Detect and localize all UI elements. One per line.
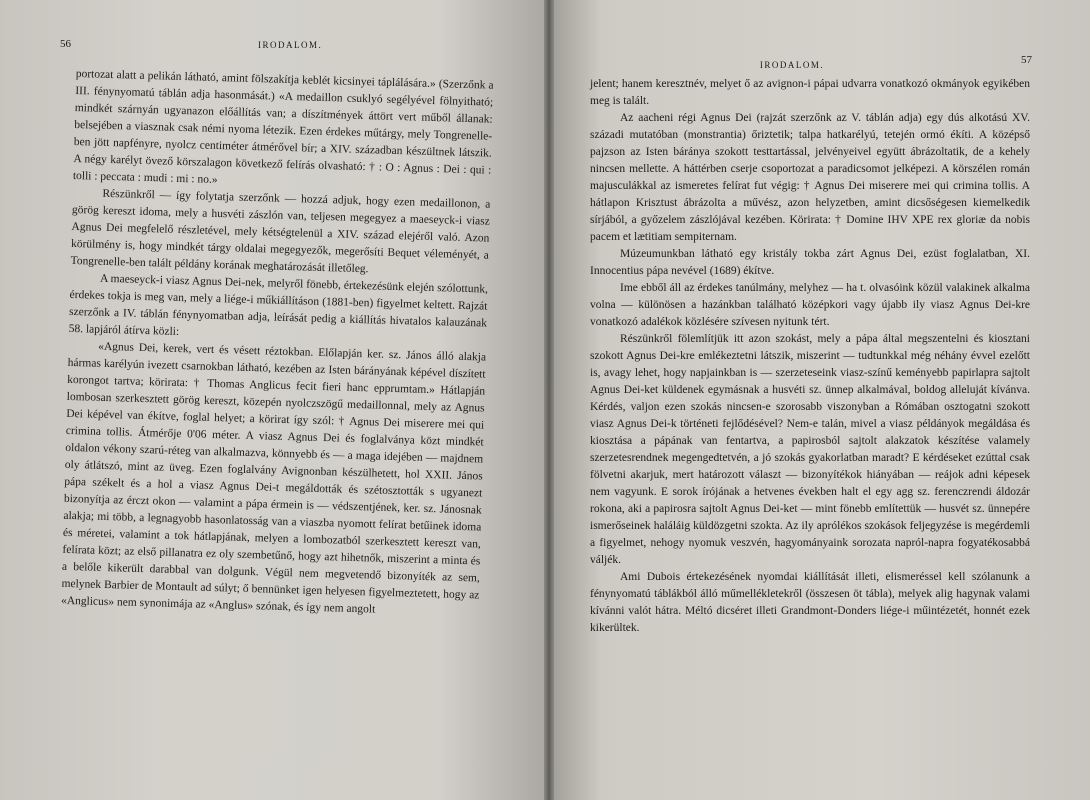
- right-paragraph-1: jelent; hanem keresztnév, melyet ő az avignon-i pápai udvarra vonatkozó okmányok egyikében meg is talált.: [590, 78, 1030, 107]
- right-page-body: [590, 76, 1030, 637]
- left-running-head: IRODALOM.: [258, 40, 323, 50]
- right-paragraph-2: Az aacheni régi Agnus Dei (rajzát szerzőnk az V. táblán adja) egy dús alkotású XV. századi mutatóban (monstrantia) őriztetik; talpa hatkarélyú, tetején ormó ékíti. A középső pajzson az Isten báránya szokott testtartással, jelvényeivel együtt ábrázoltatik, de a kehely nincsen mellette. A háttérben cserje csoportozat a paradicsomot jelképezi. A körszélen román majusculákkal az ismeretes felírat fut végig: † Agnus Dei miserere mei qui crimina tollis. A hátlapon Krisztust ábrázolta a művész, azon helyzetben, amint dicsőségesen kiemelkedik sírjából, a győzelem zászlójával kezében. Körirata: † Domine IHV XPE rex gloriæ da nobis pacem et lætitiam sempiternam.: [590, 112, 1030, 243]
- left-paragraph-2: Részünkről — így folytatja szerzőnk — hozzá adjuk, hogy ezen medaillonon, a görög kereszt idoma, mely a husvéti zászlón van, teljesen megegyez a maeseyck-i viasz Agnus Dei megfelelő részletével, mely kétségtelenül a XIV. század elejéről való. Azon körülmény is, hogy mindkét tárgy oldalai megegyezők, megerősíti Bequet véleményét, a Tongrenelle-ben talált példány korának meghatározását illetőleg.: [70, 187, 491, 276]
- right-paragraph-5: Részünkről fölemlítjük itt azon szokást, mely a pápa által megszentelni és kiosztani szokott Agnus Dei-kre emlékeztetni látszik, miszerint — tudtunkkal még néhány évvel ezelőtt is, avagy lehet, hogy napjainkban is — szerzeteseink viasz-színű keményebb papirlapra sajtolt Agnus Dei-ket küldenek egymásnak a husvéti sz. ünnep alkalmával, boldog alleluját kívánva. Kérdés, valjon ezen szokás nincsen-e szorosabb viszonyban a Rómában osztogatni szokott viasz Agnus Dei-k történeti fejlődésével? Nem-e talán, mivel a viasz példányok megáldása és kiosztása a pápának van fentartva, a papirosból sajtolt alakzatok készítése valamely szerzetesrendnek megengedtetvén, a jó szokás gyakorlatban maradt? E kérdéseket ezúttal csak fölvetni akarjuk, mert határozott választ — bizonyítékok hiányában — reájok adni képesek nem vagyunk. E sorok írójának a hetvenes években halt el egy agg sz. ferenczrendi áldozár rokona, aki a papirosra sajtolt Agnus Dei-ket — mint fönebb említettük — husvét sz. ünnepére ismerőseinek haláláig küldözgetni szokta. Az ily aprólékos szokások feljegyzése is megérdemli a figyelmet, nehogy nyomuk veszvén, hagyományaink sorozata napról-napra fogyatékosabbá váljék.: [590, 333, 1030, 566]
- right-paragraph-6: Ami Dubois értekezésének nyomdai kiállítását illeti, elismeréssel kell szólanunk a fénynyomatú táblákból álló műmellékletekről (összesen öt tábla), melyek alig hagynak valami kívánni valót hátra. Méltó dicséret illeti Grandmont-Donders liége-i műintézetét, honnét ezek kikerültek.: [590, 571, 1030, 634]
- left-paragraph-1: portozat alatt a pelikán látható, amint fölszakítja keblét kicsinyei táplálására.» (Szerzőnk a III. fénynyomatú táblán adja hasonmását.) «A medaillon csuklyó segélyével fölnyitható; mindkét szárnyán ugyanazon előállítás van; a díszítmények áttört vert műből állanak: belsejében a viasznak csak némi nyoma létezik. Ezen érdekes műtárgy, mely Tongrenelle-ben jött napfényre, nyolcz centiméter átmérővel bír; a XIV. században készültnek látszik. A négy karélyt övező körszalagon következő felírás olvasható: † : O : Agnus : Dei : qui : tolli : peccata : mudi : mi : no.»: [72, 67, 494, 186]
- right-page-number: 57: [1021, 54, 1032, 66]
- right-paragraph-4: Ime ebből áll az érdekes tanúlmány, melyhez — ha t. olvasóink közül valakinek alkalma volna — különösen a hazánkban található középkori vagy újabb ily viasz Agnus Dei-kre vonatkozó adalékok közlésére szívesen nyitunk tért.: [590, 282, 1030, 328]
- left-paragraph-4: «Agnus Dei, kerek, vert és vésett réztokban. Előlapján ker. sz. János álló alakja hármas karélyún ivezett csarnokban látható, kezében az Isten bárányának képével díszített korongot tartva; körirata: † Thomas Anglicus fecit fieri hanc epprumtam.» Hátlapján lombosan szerkesztett görög kereszt, közepén nyolczszögű medaillonnal, mely az Agnus Dei képével van ékítve, foglal helyet; a körirat így szól: † Agnus Dei miserere mei qui crimina tollis. Átmérője 0'06 méter. A viasz Agnus Dei és foglalványa közt mindkét oldalon vékony szarú-réteg van alkalmazva, könnyebb és — a maga idejében — majdnem oly átlátszó, mint az üveg. Ezen foglalvány Avignonban készülhetett, hol XXII. János pápa székelt és a hol a viasz Agnus Dei-t megáldották és szétosztották s ugyanezt bizonyítja az érczt okon — valamint a pápa érmein is — védszentjének, ker. sz. Jánosnak alakja; mi több, a legnagyobb hasonlatosság van a viaszba nyomott felírat betűinek idoma és méretei, valamint a tok hátlapjának, melyen a lombozatból szerkesztett kereszt van, felírata közt; az első pillanatra ez oly szembetűnő, hogy azt hihetnők, miszerint a minta és a belőle kikerült darabbal van dolgunk. Végül nem megvetendő bizonyíték az sem, melynek Barbier de Montault ad súlyt; ő bennünket igen helyesen figyelmeztetett, hogy az «Anglicus» nem synonimája az «Anglus» szónak, és így nem angolt: [60, 340, 487, 616]
- right-paragraph-3: Múzeumunkban látható egy kristály tokba zárt Agnus Dei, ezüst foglalatban, XI. Innocentius pápa nevével (1689) ékítve.: [590, 248, 1030, 277]
- left-page-number: 56: [60, 38, 71, 50]
- left-page-body: [61, 66, 494, 621]
- right-page: [548, 0, 1090, 800]
- book-gutter: [544, 0, 554, 800]
- right-running-head: IRODALOM.: [759, 60, 825, 70]
- left-paragraph-3: A maeseyck-i viasz Agnus Dei-nek, melyről fönebb, értekezésünk elején szólottunk, érdekes tokja is meg van, mely a liége-i műkiállításon (1881-ben) figyelmet keltett. Rajzát szerzőnk a IV. táblán fénynyomatban adja, leírását pedig a kiállítás hivatalos kalauzának 58. lapjáról átírva közli:: [68, 272, 489, 338]
